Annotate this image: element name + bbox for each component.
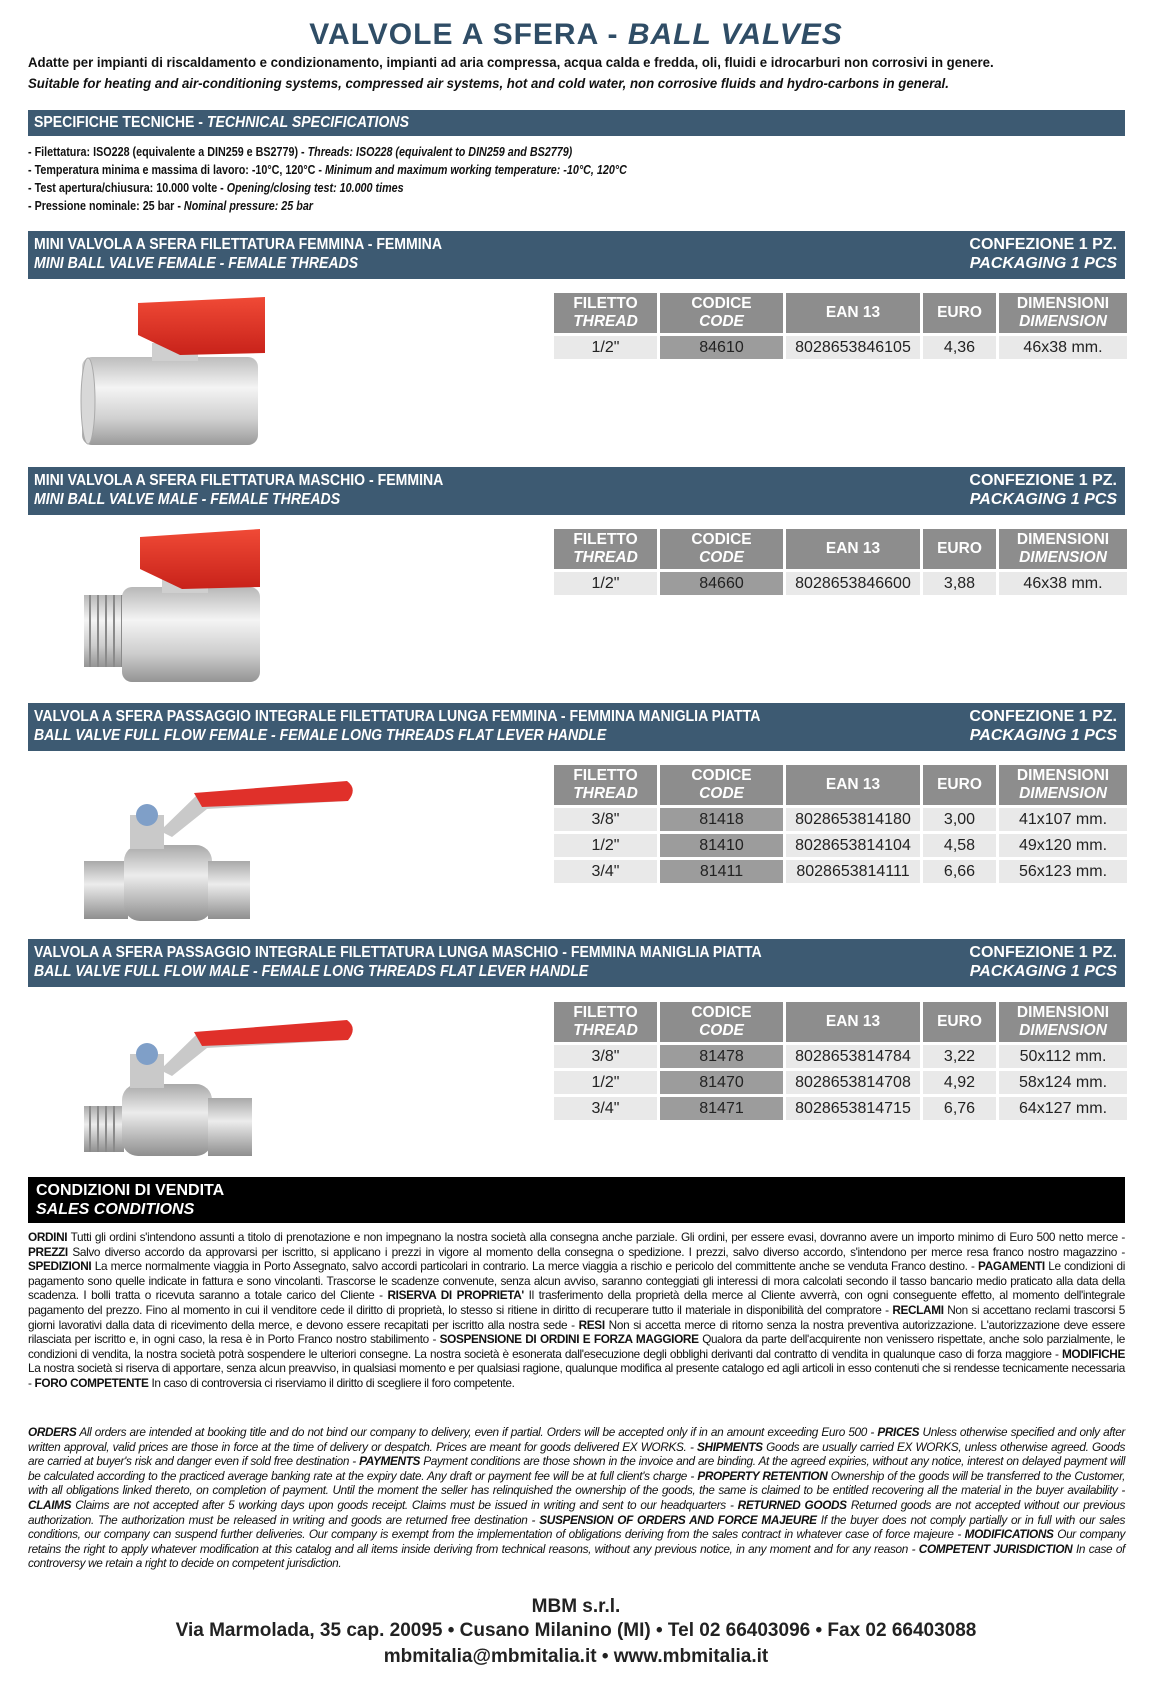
term-keyword: PREZZI: [28, 1244, 68, 1259]
term-text: Le condizioni di pagamento sono quelle indicate in fattura e sono vincolanti. Trascorse le scadenze convenute, senza alcun avviso, saranno conteggiati gli interessi di mora calcolati secondo il tasso bancario medio praticato alla data della scadenza. I bolli tratta o ricevuta saranno a totale carico del Cliente -: [28, 1259, 1125, 1303]
cell-ean: 8028653814708: [786, 1071, 920, 1094]
cell-thread: 1/2": [554, 1071, 657, 1094]
sales-conditions-italian: [28, 1230, 1125, 1391]
price-table-4: [551, 999, 1130, 1123]
cell-dimension: 46x38 mm.: [999, 336, 1127, 359]
col-label-en: DIMENSION: [1019, 1022, 1107, 1039]
col-label-it: FILETTO: [573, 767, 638, 784]
spec-line-threads: [28, 145, 572, 159]
cell-ean: 8028653814784: [786, 1045, 920, 1068]
col-label-it: CODICE: [691, 531, 752, 548]
col-label-en: DIMENSION: [1019, 313, 1107, 330]
packaging-italian: CONFEZIONE 1 PZ.: [969, 236, 1117, 253]
product-name-italian: VALVOLA A SFERA PASSAGGIO INTEGRALE FILETTATURA LUNGA FEMMINA - FEMMINA MANIGLIA PIATTA: [34, 708, 761, 725]
term-keyword: RECLAMI: [892, 1302, 944, 1317]
spec-line-en: Minimum and maximum working temperature: -10°C, 120°C: [324, 163, 627, 177]
packaging-english: PACKAGING 1 PCS: [969, 963, 1117, 980]
term-text: Payment conditions are those shown in the invoice and are binding. At the agreed expiries, without any notice, interest on delayed payment will be calculated according to the practiced average banking rate at the expiry date. Any draft or payment fee will be at full client's charge -: [28, 1454, 1125, 1483]
term-keyword: SPEDIZIONI: [28, 1259, 92, 1274]
table-header-row: [554, 1002, 1127, 1042]
product-header-2: [28, 467, 1125, 515]
spec-line-en: Opening/closing test: 10.000 times: [226, 181, 404, 195]
cell-ean: 8028653814111: [786, 860, 920, 883]
cell-euro: 4,36: [923, 336, 996, 359]
term-keyword: SUSPENSION OF ORDERS AND FORCE MAJEURE: [539, 1512, 817, 1527]
specifications-header: [28, 110, 1125, 136]
table-row: [554, 336, 1127, 359]
cell-ean: 8028653814715: [786, 1097, 920, 1120]
spec-line-temperature: [28, 163, 627, 177]
col-ean: EAN 13: [786, 1002, 920, 1042]
packaging-english: PACKAGING 1 PCS: [969, 491, 1117, 508]
spec-line-test: [28, 181, 404, 195]
term-keyword: MODIFICATIONS: [964, 1527, 1054, 1542]
col-ean: EAN 13: [786, 293, 920, 333]
term-text: Ownership of the goods will be transferred to the Customer, with all obligations linked thereto, on completion of payment. Until the moment the seller has relinquished the ownership of the goods, the same is claimed to be entitled recovering all the material in the buyer availability -: [28, 1468, 1126, 1498]
col-euro: EURO: [923, 765, 996, 805]
col-dimension: [999, 529, 1127, 569]
cell-ean: 8028653814180: [786, 808, 920, 831]
cell-euro: 3,88: [923, 572, 996, 595]
sales-conditions-header: [28, 1177, 1125, 1223]
cell-thread: 1/2": [554, 336, 657, 359]
table-row: [554, 808, 1127, 831]
term-keyword: RESI: [578, 1317, 605, 1332]
packaging-italian: CONFEZIONE 1 PZ.: [969, 944, 1117, 961]
cell-thread: 3/4": [554, 860, 657, 883]
term-text: Tutti gli ordini s'intendono assunti a titolo di prenotazione e non impegnano la nostra società alla consegna anche parziale. Gli ordini, per essere evasi, dovranno avere un importo minimo di Euro 500 netto merce -: [67, 1230, 1125, 1244]
term-keyword: FORO COMPETENTE: [34, 1375, 149, 1390]
term-text: Unless otherwise specified and only after written approval, valid prices are those in force at the time of delivery or despatch. Prices are meant for goods delivered EX WORKS. -: [28, 1425, 1125, 1454]
cell-code: 81418: [660, 808, 783, 831]
packaging-english: PACKAGING 1 PCS: [969, 727, 1117, 744]
spec-line-pressure: [28, 199, 313, 213]
col-code: [660, 293, 783, 333]
product-name-english: BALL VALVE FULL FLOW MALE - FEMALE LONG THREADS FLAT LEVER HANDLE: [34, 963, 589, 980]
spec-line-it: - Pressione nominale: 25 bar -: [28, 199, 184, 213]
term-text: Our company retains the right to apply whatever modification at this catalog and all items inside deriving from technical reasons, without any previous notice, in any moment and for any reason -: [28, 1527, 1125, 1556]
col-ean: EAN 13: [786, 765, 920, 805]
cell-ean: 8028653846600: [786, 572, 920, 595]
term-text: All orders are intended at booking title and do not bind our company to delivery, even if partial. Orders will be accepted only if in an amount exceeding Euro 500 -: [76, 1425, 878, 1439]
term-keyword: ORDINI: [28, 1230, 68, 1244]
cell-euro: 4,92: [923, 1071, 996, 1094]
col-euro: EURO: [923, 529, 996, 569]
cell-euro: 3,00: [923, 808, 996, 831]
mini-valve-female-image: [80, 295, 280, 450]
col-label-it: FILETTO: [573, 531, 638, 548]
col-thread: [554, 765, 657, 805]
term-text: Il trasferimento della proprietà della merce al Cliente avverrà, con ogni conseguente effetto, al momento dell'integrale pagamento del prezzo. Fino al momento in cui il venditore cede il diritto di proprietà, lo stesso si ritiene in diritto di recuperare tutto il materiale in disponibilità del compratore -: [28, 1288, 1125, 1317]
col-dimension: [999, 765, 1127, 805]
col-dimension: [999, 1002, 1127, 1042]
cell-euro: 6,76: [923, 1097, 996, 1120]
table-row: [554, 1045, 1127, 1068]
table-row: [554, 572, 1127, 595]
term-text: Non si accettano reclami trascorsi 5 giorni lavorativi dalla data di ricevimento della merce, e devono essere recapitati per iscritto alla nostra sede -: [28, 1302, 1125, 1332]
cell-code: 81478: [660, 1045, 783, 1068]
col-label-en: THREAD: [573, 785, 638, 802]
term-keyword: RISERVA DI PROPRIETA': [387, 1288, 524, 1303]
product-name-italian: MINI VALVOLA A SFERA FILETTATURA MASCHIO - FEMMINA: [34, 472, 444, 489]
col-euro: EURO: [923, 293, 996, 333]
col-thread: [554, 1002, 657, 1042]
col-label-it: FILETTO: [573, 295, 638, 312]
col-label-it: FILETTO: [573, 1004, 638, 1021]
col-thread: [554, 529, 657, 569]
footer-company: MBM s.r.l.: [531, 1596, 621, 1617]
term-keyword: MODIFICHE: [1061, 1346, 1125, 1361]
footer-address: Via Marmolada, 35 cap. 20095 • Cusano Milanino (MI) • Tel 02 66403096 • Fax 02 66403088: [175, 1620, 977, 1641]
col-code: [660, 529, 783, 569]
ball-valve-male-female-image: [82, 1010, 357, 1160]
cell-code: 81471: [660, 1097, 783, 1120]
cell-thread: 1/2": [554, 834, 657, 857]
term-keyword: PAYMENTS: [359, 1454, 421, 1469]
col-label-it: CODICE: [691, 767, 752, 784]
cell-dimension: 58x124 mm.: [999, 1071, 1127, 1094]
ball-valve-female-female-image: [82, 773, 357, 923]
col-label-it: DIMENSIONI: [1016, 531, 1110, 548]
term-keyword: ORDERS: [28, 1425, 77, 1439]
cell-code: 81411: [660, 860, 783, 883]
spec-line-it: - Temperatura minima e massima di lavoro: -10°C, 120°C -: [28, 163, 325, 177]
col-label-it: CODICE: [691, 295, 752, 312]
title-separator: -: [598, 18, 628, 51]
product-header-1: [28, 231, 1125, 279]
term-keyword: CLAIMS: [28, 1497, 72, 1512]
cell-dimension: 50x112 mm.: [999, 1045, 1127, 1068]
sales-conditions-header-italian: CONDIZIONI DI VENDITA: [36, 1182, 225, 1199]
table-row: [554, 834, 1127, 857]
col-label-en: DIMENSION: [1019, 549, 1107, 566]
packaging-italian: CONFEZIONE 1 PZ.: [969, 708, 1117, 725]
cell-thread: 3/8": [554, 808, 657, 831]
title-italian: VALVOLE A SFERA: [309, 18, 599, 51]
price-table-3: [551, 762, 1130, 886]
table-row: [554, 1097, 1127, 1120]
specifications-header-italian: SPECIFICHE TECNICHE -: [34, 114, 207, 131]
price-table-2: [551, 526, 1130, 598]
term-keyword: RETURNED GOODS: [737, 1497, 847, 1512]
col-ean: EAN 13: [786, 529, 920, 569]
packaging-italian: CONFEZIONE 1 PZ.: [969, 472, 1117, 489]
term-keyword: PAGAMENTI: [978, 1259, 1045, 1274]
term-text: Non si accetta merce di ritorno senza la nostra preventiva autorizzazione. L'autorizzazione deve essere rilasciata per iscritto e, in ogni caso, la resa è in Porto Franco nostro stabilimento -: [28, 1317, 1126, 1347]
product-name-english: MINI BALL VALVE MALE - FEMALE THREADS: [34, 491, 341, 508]
term-text: Qualora da parte dell'acquirente non venissero rispettate, anche solo parzialmente, le condizioni di vendita, la nostra società potrà sospendere le ulteriori consegne. La nostra società è esonerata dall'esecuzione degli obblighi derivanti dal contratto di vendita in qualunque caso di forza maggiore -: [28, 1332, 1126, 1361]
cell-thread: 1/2": [554, 572, 657, 595]
sales-conditions-header-english: SALES CONDITIONS: [36, 1201, 195, 1218]
cell-thread: 3/8": [554, 1045, 657, 1068]
cell-dimension: 49x120 mm.: [999, 834, 1127, 857]
table-row: [554, 860, 1127, 883]
product-name-italian: VALVOLA A SFERA PASSAGGIO INTEGRALE FILETTATURA LUNGA MASCHIO - FEMMINA MANIGLIA PIATTA: [34, 944, 762, 961]
footer-contacts: mbmitalia@mbmitalia.it • www.mbmitalia.it: [383, 1646, 769, 1667]
term-keyword: SHIPMENTS: [697, 1439, 763, 1454]
col-label-en: CODE: [699, 1022, 744, 1039]
mini-valve-male-female-image: [82, 527, 272, 687]
term-text: Claims are not accepted after 5 working days upon goods receipt. Claims must be issued in writing and sent to our headquarters -: [71, 1497, 738, 1512]
spec-line-en: Threads: ISO228 (equivalent to DIN259 and BS2779): [307, 145, 573, 159]
cell-ean: 8028653846105: [786, 336, 920, 359]
col-label-en: CODE: [699, 549, 744, 566]
cell-dimension: 56x123 mm.: [999, 860, 1127, 883]
cell-dimension: 46x38 mm.: [999, 572, 1127, 595]
product-name-english: MINI BALL VALVE FEMALE - FEMALE THREADS: [34, 255, 359, 272]
col-dimension: [999, 293, 1127, 333]
col-label-it: DIMENSIONI: [1016, 767, 1110, 784]
term-text: Returned goods are not accepted without our previous authorization. The authorization must be released in writing and goods are returned free destination -: [28, 1497, 1125, 1527]
col-label-it: DIMENSIONI: [1016, 1004, 1110, 1021]
term-keyword: PROPERTY RETENTION: [697, 1468, 828, 1483]
term-text: Goods are usually carried EX WORKS, unless otherwise agreed. Goods are carried at buyer's risk and danger even if sold free destination -: [28, 1439, 1125, 1469]
term-keyword: PRICES: [877, 1425, 920, 1439]
col-label-en: DIMENSION: [1019, 785, 1107, 802]
packaging-english: PACKAGING 1 PCS: [969, 255, 1117, 272]
col-thread: [554, 293, 657, 333]
term-text: Salvo diverso accordo da approvarsi per iscritto, si applicano i prezzi in vigore al momento della consegna o spedizione. I prezzi, salvo diverso accordo, s'intendono per merce resa franco nostro magazzino -: [67, 1244, 1125, 1259]
specifications-header-english: TECHNICAL SPECIFICATIONS: [206, 114, 409, 131]
cell-euro: 4,58: [923, 834, 996, 857]
col-label-en: THREAD: [573, 313, 638, 330]
cell-euro: 3,22: [923, 1045, 996, 1068]
product-header-3: [28, 703, 1125, 751]
spec-line-en: Nominal pressure: 25 bar: [183, 199, 313, 213]
term-keyword: SOSPENSIONE DI ORDINI E FORZA MAGGIORE: [439, 1332, 699, 1347]
cell-code: 84610: [660, 336, 783, 359]
cell-code: 81410: [660, 834, 783, 857]
product-name-english: BALL VALVE FULL FLOW FEMALE - FEMALE LONG THREADS FLAT LEVER HANDLE: [34, 727, 607, 744]
intro-italian: Adatte per impianti di riscaldamento e condizionamento, impianti ad aria compressa, acqua calda e fredda, oli, fluidi e idrocarburi non corrosivi in genere.: [28, 55, 994, 71]
term-text: If the buyer does not comply partially or in full with our sales conditions, our company can suspend further deliveries. Our company is exempt from the implementation of obligations deriving from the sales contract in whatever case of force majeure -: [28, 1512, 1125, 1542]
term-text: La nostra società si riserva di apportare, senza alcun preavviso, in qualsiasi momento e per qualsiasi ragione, qualunque modifica al presente catalogo ed agli articoli in esso contenuti che si rendesse tecnicamente necessaria -: [28, 1361, 1125, 1390]
col-label-en: THREAD: [573, 1022, 638, 1039]
product-name-italian: MINI VALVOLA A SFERA FILETTATURA FEMMINA - FEMMINA: [34, 236, 443, 253]
price-table-1: [551, 290, 1130, 362]
col-label-en: THREAD: [573, 549, 638, 566]
table-header-row: [554, 293, 1127, 333]
col-label-it: CODICE: [691, 1004, 752, 1021]
spec-line-it: - Filettatura: ISO228 (equivalente a DIN259 e BS2779) -: [28, 145, 308, 159]
term-text: In caso di controversia ci riserviamo il diritto di scegliere il foro competente.: [148, 1375, 515, 1390]
cell-thread: 3/4": [554, 1097, 657, 1120]
term-text: In case of controversy we retain a right to decide on competent jurisdiction.: [28, 1541, 1125, 1571]
product-header-4: [28, 939, 1125, 987]
table-header-row: [554, 765, 1127, 805]
col-label-en: CODE: [699, 313, 744, 330]
cell-euro: 6,66: [923, 860, 996, 883]
cell-ean: 8028653814104: [786, 834, 920, 857]
term-keyword: COMPETENT JURISDICTION: [918, 1541, 1073, 1556]
cell-code: 81470: [660, 1071, 783, 1094]
table-row: [554, 1071, 1127, 1094]
cell-dimension: 41x107 mm.: [999, 808, 1127, 831]
col-code: [660, 1002, 783, 1042]
col-code: [660, 765, 783, 805]
col-label-en: CODE: [699, 785, 744, 802]
sales-conditions-english: [28, 1425, 1125, 1571]
page-title: [0, 18, 1152, 52]
cell-dimension: 64x127 mm.: [999, 1097, 1127, 1120]
cell-code: 84660: [660, 572, 783, 595]
spec-line-it: - Test apertura/chiusura: 10.000 volte -: [28, 181, 227, 195]
col-euro: EURO: [923, 1002, 996, 1042]
intro-english: Suitable for heating and air-conditioning systems, compressed air systems, hot and cold water, non corrosive fluids and hydro-carbons in general.: [28, 76, 949, 92]
term-text: La merce normalmente viaggia in Porto Assegnato, salvo accordi particolari in contrario. La merce viaggia a rischio e pericolo del committente anche se venduta Franco destino. -: [91, 1259, 979, 1274]
table-header-row: [554, 529, 1127, 569]
title-english: BALL VALVES: [627, 18, 843, 51]
col-label-it: DIMENSIONI: [1016, 295, 1110, 312]
